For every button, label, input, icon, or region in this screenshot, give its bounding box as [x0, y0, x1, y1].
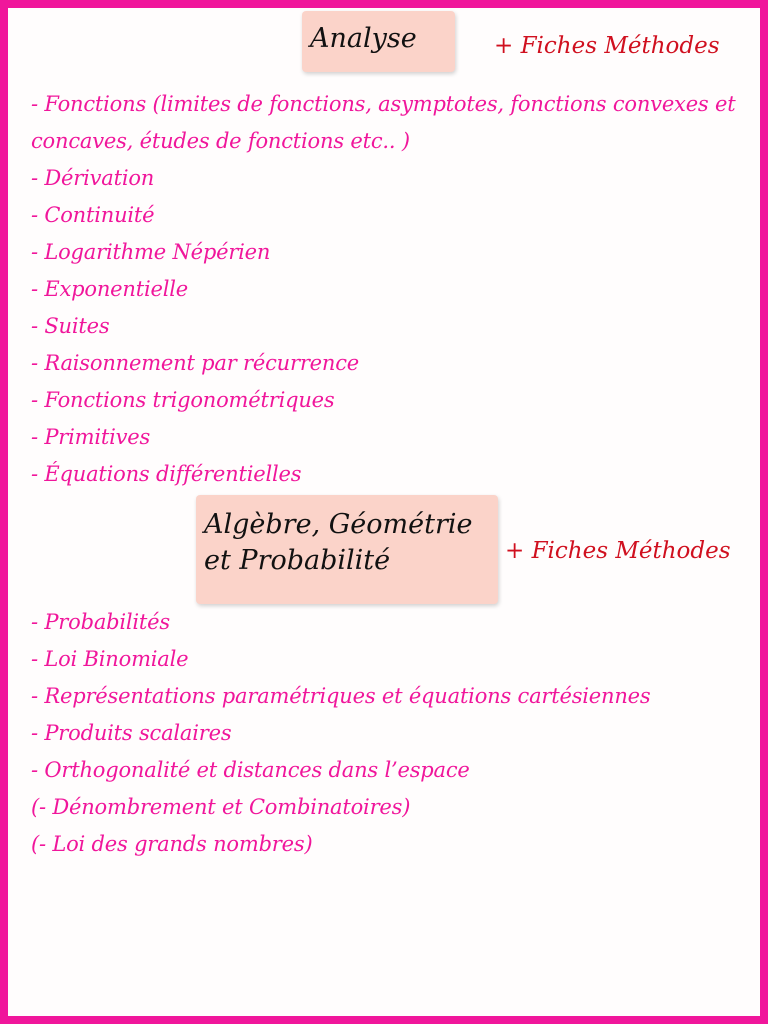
fiches-methodes-note: + Fiches Méthodes — [505, 538, 731, 564]
topic-item: - Orthogonalité et distances dans l’espace — [31, 758, 470, 782]
fiches-methodes-note: + Fiches Méthodes — [494, 33, 720, 59]
topic-item: - Suites — [31, 314, 110, 338]
topic-item: - Primitives — [31, 425, 151, 449]
topic-item: - Produits scalaires — [31, 721, 232, 745]
topic-item: - Exponentielle — [31, 277, 188, 301]
topic-item: - Continuité — [31, 203, 155, 227]
analyse-topic-list — [31, 86, 741, 493]
topic-item: (- Loi des grands nombres) — [31, 832, 313, 856]
topic-item: - Fonctions (limites de fonctions, asymptotes, fonctions convexes et concaves, études de fonctions etc.. ) — [31, 92, 736, 153]
section-title-analyse — [302, 11, 455, 72]
section-title-line: Algèbre, Géométrie — [204, 509, 473, 540]
topic-item: (- Dénombrement et Combinatoires) — [31, 795, 411, 819]
section-title-algebre — [196, 495, 498, 604]
topic-item: - Logarithme Népérien — [31, 240, 271, 264]
topic-item: - Équations différentielles — [31, 462, 302, 486]
algebre-topic-list — [31, 604, 741, 863]
topic-item: - Raisonnement par récurrence — [31, 351, 360, 375]
topic-item: - Loi Binomiale — [31, 647, 189, 671]
topic-item: - Probabilités — [31, 610, 170, 634]
topic-item: - Dérivation — [31, 166, 155, 190]
topic-item: - Fonctions trigonométriques — [31, 388, 335, 412]
topic-item: - Représentations paramétriques et équations cartésiennes — [31, 684, 651, 708]
section-title-line: et Probabilité — [204, 545, 391, 576]
section-title-text: Analyse — [310, 23, 417, 54]
